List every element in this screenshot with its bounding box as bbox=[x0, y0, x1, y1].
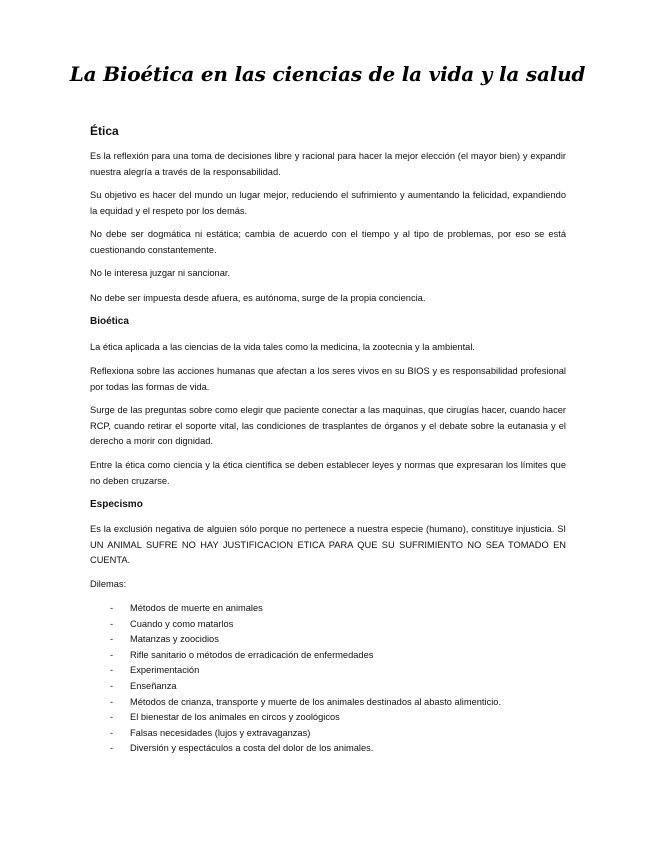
bullet-dash: - bbox=[110, 618, 114, 629]
list-item-text: Diversión y espectáculos a costa del dolor de los animales. bbox=[130, 743, 374, 754]
list-item-text: Rifle sanitario o métodos de erradicación de enfermedades bbox=[130, 649, 374, 660]
list-item-text: Cuando y como matarlos bbox=[130, 618, 234, 629]
list-item bbox=[90, 601, 501, 617]
section-heading-etica: Ética bbox=[90, 124, 119, 138]
bullet-dash: - bbox=[110, 696, 114, 707]
bullet-dash: - bbox=[110, 712, 114, 723]
bullet-dash: - bbox=[110, 680, 114, 691]
list-item-text: Métodos de muerte en animales bbox=[130, 603, 263, 613]
list-item-text: Métodos de crianza, transporte y muerte de los animales destinados al abasto alimenticio. bbox=[130, 696, 502, 707]
bullet-dash: - bbox=[110, 603, 114, 613]
paragraph: No debe ser impuesta desde afuera, es autónoma, surge de la propia conciencia. bbox=[90, 293, 426, 303]
list-item bbox=[90, 741, 501, 757]
list-item-text: Enseñanza bbox=[130, 680, 177, 691]
list-item bbox=[90, 663, 501, 679]
paragraph: Es la reflexión para una toma de decisiones libre y racional para hacer la mejor elección (el mayor bien) y expandir nuestra alegría a través de la responsabilidad. bbox=[90, 151, 566, 177]
section-heading-especismo: Especismo bbox=[90, 499, 143, 510]
list-item bbox=[90, 695, 501, 711]
paragraph: La ética aplicada a las ciencias de la vida tales como la medicina, la zootecnia y la ambiental. bbox=[90, 342, 476, 352]
section-heading-bioetica: Bioética bbox=[90, 316, 129, 327]
bullet-dash: - bbox=[110, 649, 114, 660]
bullet-dash: - bbox=[110, 634, 114, 645]
list-item bbox=[90, 648, 501, 664]
bullet-dash: - bbox=[110, 743, 114, 754]
paragraph: Reflexiona sobre las acciones humanas que afectan a los seres vivos en su BIOS y es responsabilidad profesional por todas las formas de vida. bbox=[90, 366, 566, 392]
paragraph: Es la exclusión negativa de alguien sólo porque no pertenece a nuestra especie (humano), constituye injusticia. SI UN ANIMAL SUFRE NO HAY JUSTIFICACION ETICA PARA QUE SU SUFRIMIENTO NO SEA TOMADO EN CUENTA. bbox=[90, 524, 566, 565]
dilemas-list bbox=[90, 601, 501, 757]
list-item bbox=[90, 726, 501, 742]
list-item bbox=[90, 632, 501, 648]
list-item-text: Falsas necesidades (lujos y extravaganzas) bbox=[130, 727, 311, 738]
paragraph: Surge de las preguntas sobre como elegir que paciente conectar a las maquinas, que cirugías hacer, cuando hacer RCP, cuando retirar el soporte vital, las condiciones de trasplantes de órganos y el debate sobre la eutanasia y el derecho a morir con dignidad. bbox=[90, 405, 566, 446]
list-item-text: Experimentación bbox=[130, 665, 200, 676]
paragraph: Su objetivo es hacer del mundo un lugar mejor, reduciendo el sufrimiento y aumentando la felicidad, expandiendo la equidad y el respeto por los demás. bbox=[90, 190, 566, 216]
dilemas-label: Dilemas: bbox=[90, 579, 127, 589]
bullet-dash: - bbox=[110, 727, 114, 738]
list-item-text: Matanzas y zoocidios bbox=[130, 634, 219, 645]
list-item bbox=[90, 710, 501, 726]
document-title: La Bioética en las ciencias de la vida y la salud bbox=[69, 62, 586, 86]
paragraph: No le interesa juzgar ni sancionar. bbox=[90, 268, 231, 278]
list-item bbox=[90, 617, 501, 633]
list-item bbox=[90, 679, 501, 695]
paragraph: No debe ser dogmática ni estática; cambia de acuerdo con el tiempo y al tipo de problemas, por eso se está cuestionando constantemente. bbox=[90, 229, 566, 255]
bullet-dash: - bbox=[110, 665, 114, 676]
paragraph: Entre la ética como ciencia y la ética científica se deben establecer leyes y normas que expresaran los límites que no deben cruzarse. bbox=[90, 460, 566, 486]
list-item-text: El bienestar de los animales en circos y zoológicos bbox=[130, 712, 340, 723]
